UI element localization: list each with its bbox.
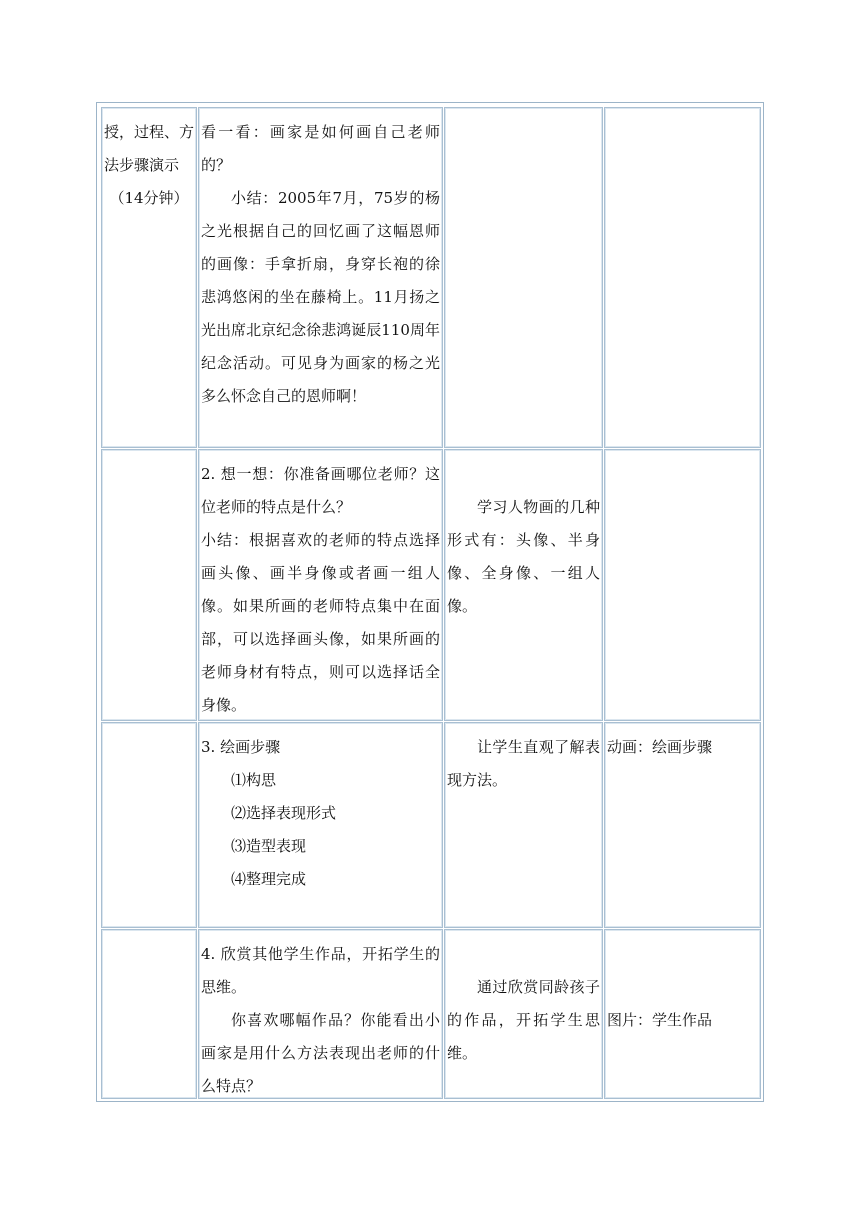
stage-line-1: 授，过程、方 bbox=[104, 123, 195, 141]
row2-content-2: 小结：根据喜欢的老师的特点选择画头像、画半身像或者画一组人像。如果所画的老师特点集中在面部，可以选择画头像，如果所画的老师身材有特点，则可以选择话全身像。 bbox=[201, 531, 440, 714]
stage-cell-cont-2 bbox=[101, 722, 197, 928]
stage-cell-cont-3 bbox=[101, 929, 197, 1099]
intent-cell-row1 bbox=[444, 107, 603, 448]
row1-content-2: 小结：2005年7月，75岁的杨之光根据自己的回忆画了这幅恩师的画像：手拿折扇，身穿长袍的徐悲鸿悠闲的坐在藤椅上。11月扬之光出席北京纪念徐悲鸿诞辰110周年纪念活动。可见身为画家的杨之光多么怀念自己的恩师啊！ bbox=[201, 189, 440, 405]
row4-media: 图片：学生作品 bbox=[607, 1011, 713, 1029]
content-cell-row2 bbox=[198, 449, 443, 721]
intent-cell-row3 bbox=[444, 722, 603, 928]
row3-intent: 让学生直观了解表现方法。 bbox=[447, 738, 600, 789]
row3-step-3: ⑶造型表现 bbox=[231, 837, 307, 855]
row4-intent: 通过欣赏同龄孩子的作品，开拓学生思维。 bbox=[447, 978, 600, 1062]
intent-cell-row4 bbox=[444, 929, 603, 1099]
lesson-plan-table bbox=[96, 102, 764, 1102]
row2-intent: 学习人物画的几种形式有：头像、半身像、全身像、一组人像。 bbox=[447, 498, 600, 615]
stage-cell-cont-1 bbox=[101, 449, 197, 721]
row3-content-1: 3. 绘画步骤 bbox=[201, 738, 281, 756]
row3-step-1: ⑴构思 bbox=[231, 771, 277, 789]
content-cell-row1 bbox=[198, 107, 443, 448]
media-cell-row1 bbox=[604, 107, 761, 448]
intent-cell-row2 bbox=[444, 449, 603, 721]
stage-cell bbox=[101, 107, 197, 448]
stage-line-2: 法步骤演示 bbox=[104, 156, 180, 174]
content-cell-row3 bbox=[198, 722, 443, 928]
stage-line-3: （14分钟） bbox=[109, 189, 189, 207]
media-cell-row4 bbox=[604, 929, 761, 1099]
media-cell-row3 bbox=[604, 722, 761, 928]
media-cell-row2 bbox=[604, 449, 761, 721]
content-cell-row4 bbox=[198, 929, 443, 1099]
row4-content-1: 4. 欣赏其他学生作品，开拓学生的思维。 bbox=[201, 945, 440, 996]
row1-content-1: 看一看：画家是如何画自己老师的？ bbox=[201, 123, 440, 174]
row3-step-4: ⑷整理完成 bbox=[231, 870, 307, 888]
row3-media: 动画：绘画步骤 bbox=[607, 738, 713, 756]
row2-content-1: 2. 想一想：你准备画哪位老师？这位老师的特点是什么？ bbox=[201, 465, 440, 516]
row3-step-2: ⑵选择表现形式 bbox=[231, 804, 337, 822]
row4-content-2: 你喜欢哪幅作品？你能看出小画家是用什么方法表现出老师的什么特点？ bbox=[201, 1011, 440, 1095]
